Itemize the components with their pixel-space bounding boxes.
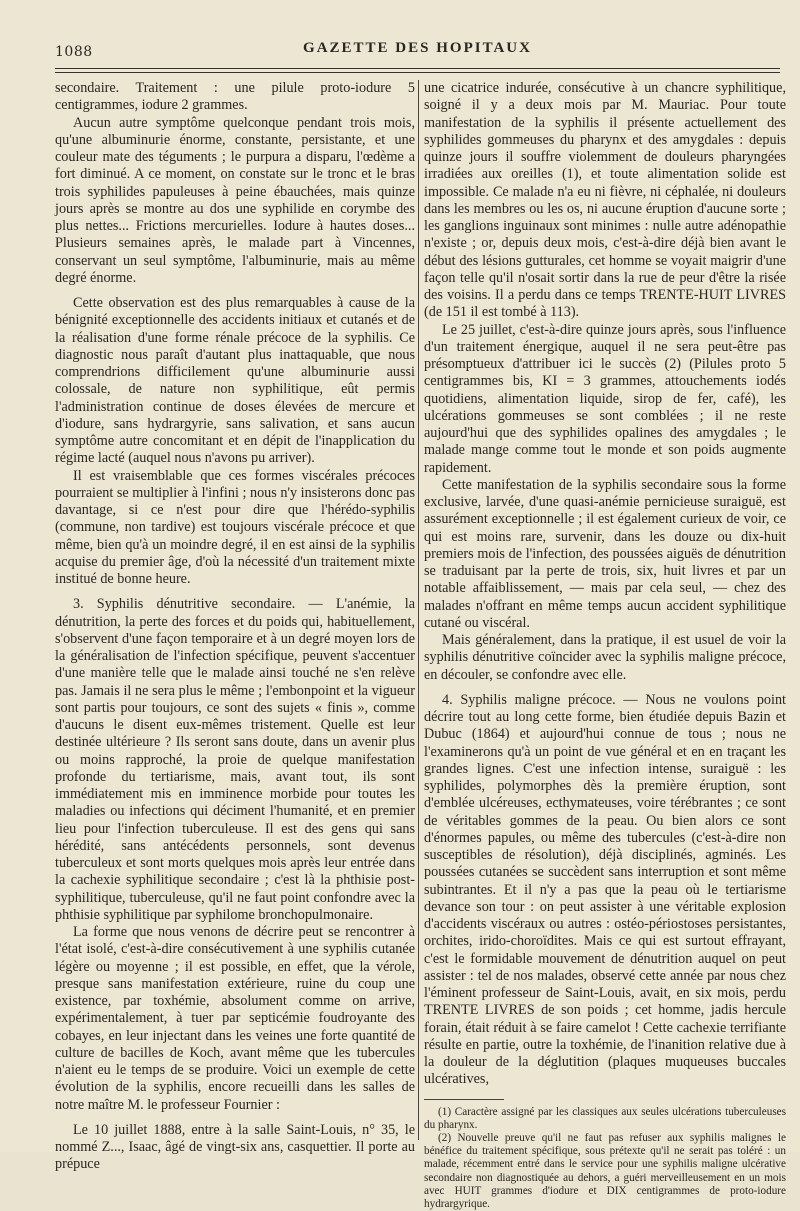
paragraph: Mais généralement, dans la pratique, il est usuel de voir la syphilis dénutritive coïncider avec la syphilis maligne précoce, en découler, se confondre avec elle. bbox=[424, 632, 786, 684]
paragraph: secondaire. Traitement : une pilule proto-iodure 5 centigrammes, iodure 2 grammes. bbox=[55, 80, 415, 115]
section-paragraph: 3. Syphilis dénutritive secondaire. — L'anémie, la dénutrition, la perte des forces et du poids qui, habituellement, s'observent d'une façon temporaire et à un degré moyen lors de la généralisation de l'infection spécifique, peuvent s'accentuer d'une manière telle que le malade ainsi touché ne s'en relève pas. Jamais il ne sera plus le même ; l'embonpoint et la vigueur sont partis pour toujours, ce sont des sujets « finis », comme d'aucuns le disent eux-mêmes tristement. Quelle est leur destinée ultérieure ? Ils seront sans doute, dans un avenir plus ou moins rapproché, la proie de quelque manifestation profonde du tertiarisme, mais, avant tout, ils sont immédiatement mis en imminence morbide pour toutes les maladies ou infections qui déciment l'humanité, et en premier lieu pour l'infection tuberculeuse. Il est des gens qui sans hérédité, sans antécédents personnels, sont devenus tuberculeux et sont morts quelques mois après leur entrée dans la cachexie syphilitique secondaire ; c'est là la phthisie post-syphilitique, tuberculeuse, qu'il ne faut point confondre avec la phthisie syphilitique par syphilome bronchopulmonaire. bbox=[55, 596, 415, 924]
right-column bbox=[424, 80, 786, 1211]
header-rule-double bbox=[55, 72, 780, 73]
section-paragraph: 4. Syphilis maligne précoce. — Nous ne voulons point décrire tout au long cette forme, bien étudiée depuis Bazin et Dubuc (1864) et aujourd'hui connue de tous ; nous ne l'examinerons qu'à un point de vue général et en en traçant les grandes lignes. C'est une infection intense, suraiguë : les syphilides, polymorphes dès la première éruption, sont d'emblée ulcéreuses, ecthymateuses, voire térébrantes ; ce sont de véritables gommes de la peau. Ou bien alors ce sont d'énormes papules, ou même des tubercules (c'est-à-dire non susceptibles de résolution), déjà disciplinés, agminés. Les poussées cutanées se succèdent sans interruption et sont même subintrantes. Et il n'y a pas que la peau où le tertiarisme devance son tour : on peut assister à une véritable explosion d'accidents viscéraux ou autres : ostéo-périostoses persistantes, orchites, irido-choroïdites. Mais ce qui est surtout effrayant, c'est le formidable mouvement de dénutrition auquel on peut assister : tel de nos malades, observé cette année par nous chez l'éminent professeur de Saint-Louis, avait, en six mois, perdu TRENTE LIVRES de son poids ; cet homme, jadis hercule forain, était réduit à se faire camelot ! Cette cachexie terrifiante résulte en partie, outre la toxhémie, de l'inanition relative due à la douleur de la déglutition (plaques muqueuses buccales ulcératives, bbox=[424, 692, 786, 1089]
paragraph: Cette manifestation de la syphilis secondaire sous la forme exclusive, larvée, d'une quasi-anémie pernicieuse suraiguë, est assurément exceptionnelle ; il est également curieux de voir, ce qui est moins rare, survenir, dans les douze ou dix-huit premiers mois de l'infection, des poussées aiguës de dénutrition se traduisant par la perte de trois, six, huit livres et par un notable affaiblissement, — mais par cela seul, — chez des malades n'offrant en même temps aucun accident syphilitique cutané ou viscéral. bbox=[424, 477, 786, 632]
header-rule bbox=[55, 68, 780, 69]
paragraph: Cette observation est des plus remarquables à cause de la bénignité exceptionnelle des accidents initiaux et cutanés et de la réalisation d'une forme rénale précoce de la syphilis. Ce diagnostic nous paraît d'autant plus inattaquable, que nous comprendrions difficilement qu'une albuminurie aussi colossale, de nature non syphilitique, eût permis l'administration continue de doses élevées de mercure et d'iodure, sans hydrargyrie, sans salivation, et sans aucun symptôme autre concomitant et en dépit de l'inapplication du régime lacté (auquel nous n'avons pu arriver). bbox=[55, 295, 415, 468]
paragraph: Le 10 juillet 1888, entre à la salle Saint-Louis, n° 35, le nommé Z..., Isaac, âgé de vingt-six ans, casquettier. Il porte au prépuce bbox=[55, 1122, 415, 1174]
page-header bbox=[55, 38, 780, 62]
footnotes bbox=[424, 1106, 786, 1211]
left-column bbox=[55, 80, 415, 1174]
paragraph: Le 25 juillet, c'est-à-dire quinze jours après, sous l'influence d'un traitement énergique, auquel il ne sera peut-être pas présomptueux d'attribuer ici le succès (2) (Pilules proto 5 centigrammes bis, KI = 3 grammes, attouchements iodés quotidiens, alimentation liquide, sirop de fer, café), les ulcérations gommeuses se sont comblées ; il ne reste aujourd'hui que des syphilides opalines des amygdales ; le malade mange comme tout le monde et son poids augmente rapidement. bbox=[424, 322, 786, 477]
footnote-rule bbox=[424, 1099, 504, 1100]
paragraph: Il est vraisemblable que ces formes viscérales précoces pourraient se multiplier à l'infini ; nous n'y insisterons donc pas davantage, si ce n'est pour dire que l'hérédo-syphilis (commune, non tardive) est toujours viscérale précoce et que même, bien qu'à un moindre degré, il en est ainsi de la syphilis acquise du premier âge, d'où la nécessité d'un traitement mixte institué de bonne heure. bbox=[55, 468, 415, 589]
footnote: (1) Caractère assigné par les classiques aux seules ulcérations tuberculeuses du pharynx. bbox=[424, 1106, 786, 1132]
footnote: (2) Nouvelle preuve qu'il ne faut pas refuser aux syphilis malignes le bénéfice du traitement spécifique, sous prétexte qu'il ne serait pas toléré : un malade, récemment entré dans le service pour une syphilis maligne ulcérative secondaire non diagnostiquée au dehors, a guéri merveilleusement en un mois avec HUIT grammes d'iodure et DIX centigrammes de proto-iodure hydrargyrique. bbox=[424, 1132, 786, 1211]
paragraph: Aucun autre symptôme quelconque pendant trois mois, qu'une albuminurie énorme, constante, persistante, et une couleur mate des téguments ; le purpura a disparu, l'œdème a fort diminué. A ce moment, on constate sur le tronc et le bras trois syphilides papuleuses à peine ébauchées, mais quinze jours après se montre au dos une syphilide en corymbe des plus nettes... Frictions mercurielles. Iodure à hautes doses... Plusieurs semaines après, le malade part à Vincennes, conservant un seul symptôme, l'albuminurie, mais au même degré énorme. bbox=[55, 115, 415, 288]
column-divider bbox=[418, 80, 419, 1140]
page-number: 1088 bbox=[55, 44, 93, 60]
paragraph: La forme que nous venons de décrire peut se rencontrer à l'état isolé, c'est-à-dire consécutivement à une syphilis cutanée légère ou moyenne ; il est possible, en effet, que la vérole, presque sans manifestation extérieure, ruine du coup une existence, par toxhémie, absolument comme on arrive, expérimentalement, à tuer par septicémie foudroyante des cobayes, en leur injectant dans les veines une forte quantité de culture de bacilles de Koch, avant même que les tubercules n'aient eu le temps de se produire. Voici un exemple de cette évolution de la syphilis, encore recueilli dans les salles de notre maître M. le professeur Fournier : bbox=[55, 924, 415, 1114]
paragraph: une cicatrice indurée, consécutive à un chancre syphilitique, soigné il y a deux mois par M. Mauriac. Pour toute manifestation de la syphilis il présente actuellement des syphilides gommeuses du pharynx et des amygdales : depuis quinze jours il souffre violemment de douleurs pharyngées irradiées aux oreilles (1), et toute alimentation solide est impossible. Ce malade n'a eu ni fièvre, ni céphalée, ni douleurs dans les membres ou les os, ni aucune éruption d'aucune sorte ; les ganglions inguinaux sont minimes : nulle autre adénopathie n'existe ; or, depuis deux mois, c'est-à-dire déjà bien avant le début des lésions gutturales, cet homme se voyait maigrir d'une façon telle qu'il n'osait sortir dans la rue de peur d'être la risée des voisins. Il a perdu dans ce temps TRENTE-HUIT LIVRES (de 151 il est tombé à 113). bbox=[424, 80, 786, 322]
journal-title: GAZETTE DES HOPITAUX bbox=[55, 40, 780, 57]
